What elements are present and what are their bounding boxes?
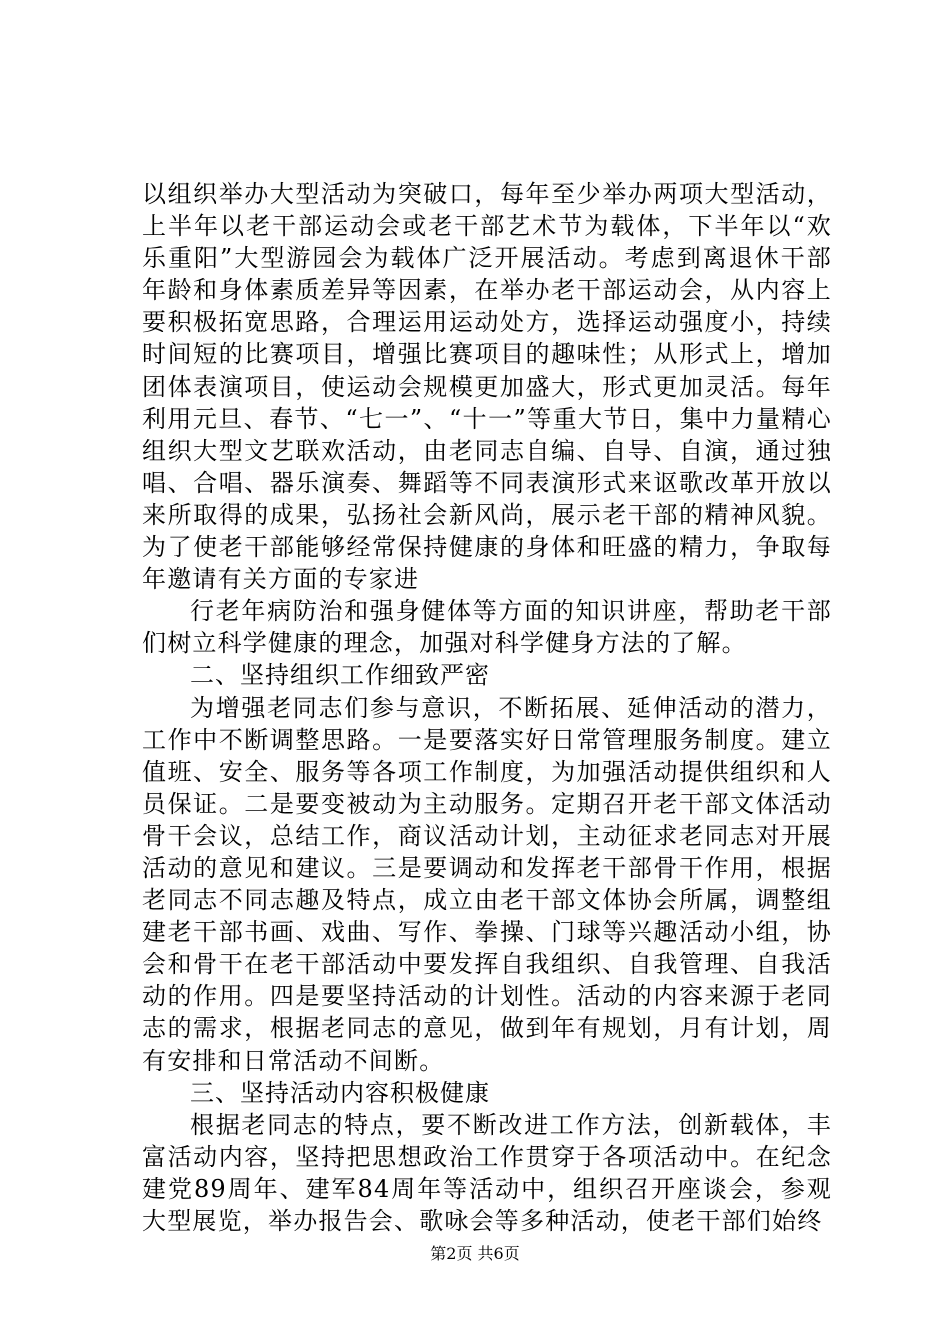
page-footer [0, 1244, 950, 1264]
document-body [142, 178, 832, 1237]
section-heading-content: 三、坚持活动内容积极健康 [190, 1078, 490, 1107]
section-heading-organization: 二、坚持组织工作细致严密 [190, 661, 490, 690]
paragraph-health-lectures: 行老年病防治和强身健体等方面的知识讲座，帮助老干部们树立科学健康的理念，加强对科学健身方法的了解。 [142, 597, 832, 658]
paragraph-organization-work: 为增强老同志们参与意识，不断拓展、延伸活动的潜力，工作中不断调整思路。一是要落实好日常管理服务制度。建立值班、安全、服务等各项工作制度，为加强活动提供组织和人员保证。二是要变被动为主动服务。定期召开老干部文体活动骨干会议，总结工作，商议活动计划，主动征求老同志对开展活动的意见和建议。三是要调动和发挥老干部骨干作用，根据老同志不同志趣及特点，成立由老干部文体协会所属，调整组建老干部书画、戏曲、写作、拳操、门球等兴趣活动小组，协会和骨干在老干部活动中要发挥自我组织、自我管理、自我活动的作用。四是要坚持活动的计划性。活动的内容来源于老同志的需求，根据老同志的意见，做到年有规划，月有计划，周有安排和日常活动不间断。 [142, 693, 832, 1075]
page-number-label: 第2页 共6页 [430, 1244, 520, 1263]
paragraph-activities-intro: 以组织举办大型活动为突破口，每年至少举办两项大型活动，上半年以老干部运动会或老干部艺术节为载体，下半年以“欢乐重阳”大型游园会为载体广泛开展活动。考虑到离退休干部年龄和身体素质差异等因素，在举办老干部运动会，从内容上要积极拓宽思路，合理运用运动处方，选择运动强度小，持续时间短的比赛项目，增强比赛项目的趣味性；从形式上，增加团体表演项目，使运动会规模更加盛大，形式更加灵活。每年利用元旦、春节、“七一”、“十一”等重大节日，集中力量精心组织大型文艺联欢活动，由老同志自编、自导、自演，通过独唱、合唱、器乐演奏、舞蹈等不同表演形式来讴歌改革开放以来所取得的成果，弘扬社会新风尚，展示老干部的精神风貌。为了使老干部能够经常保持健康的身体和旺盛的精力，争取每年邀请有关方面的专家进 [142, 180, 832, 594]
paragraph-activity-content: 根据老同志的特点，要不断改进工作方法，创新载体，丰富活动内容，坚持把思想政治工作贯穿于各项活动中。在纪念建党89周年、建军84周年等活动中，组织召开座谈会，参观大型展览，举办报告会、歌咏会等多种活动，使老干部们始终 [142, 1110, 832, 1235]
